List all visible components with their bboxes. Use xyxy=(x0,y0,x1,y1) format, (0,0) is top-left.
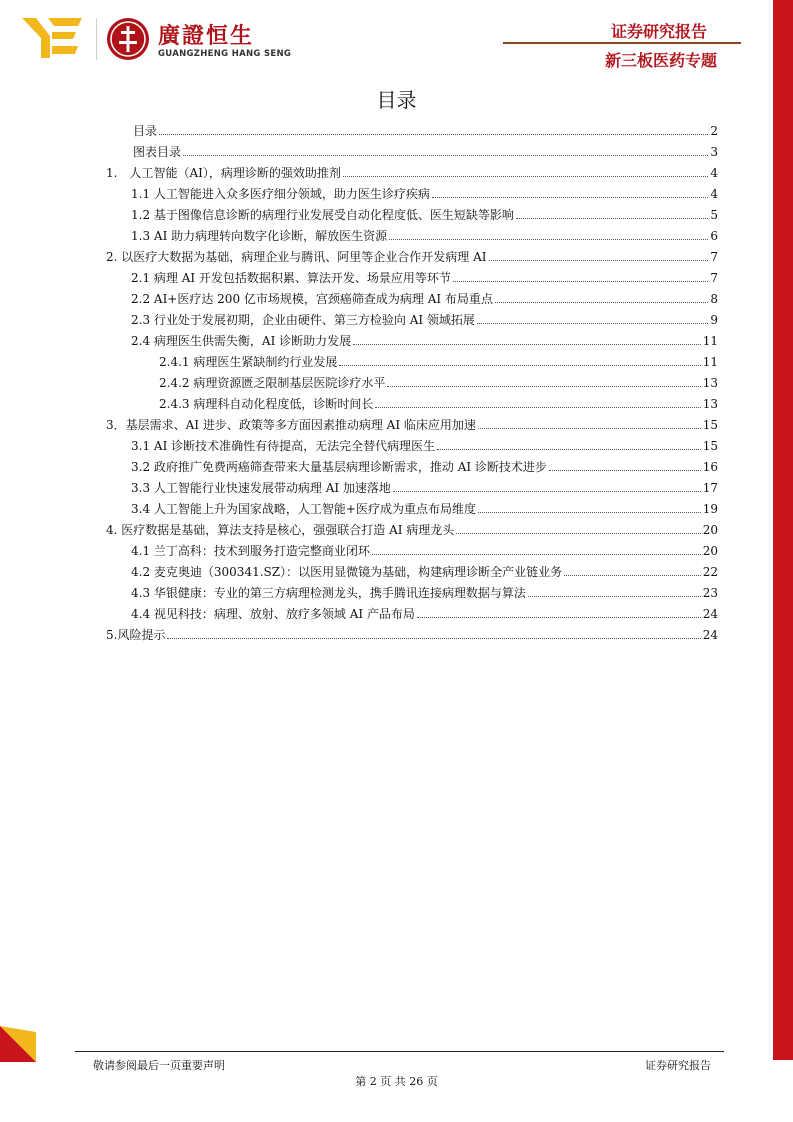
toc-entry-label: 2.4 病理医生供需失衡，AI 诊断助力发展 xyxy=(131,334,352,348)
toc-entry-page: 20 xyxy=(702,544,718,558)
toc-entry[interactable] xyxy=(106,246,718,264)
toc-entry-label: 4.2 麦克奥迪（300341.SZ）：以医用显微镜为基础，构建病理诊断全产业链业务 xyxy=(131,565,563,579)
toc-entry-page: 4 xyxy=(710,187,718,201)
toc-entry-page: 15 xyxy=(702,418,718,432)
corner-triangle-icon xyxy=(0,1024,40,1064)
toc-entry-label: 5.风险提示 xyxy=(106,628,166,642)
toc-leader-dots xyxy=(432,197,708,198)
toc-entry-label: 2.4.1 病理医生紧缺制约行业发展 xyxy=(159,355,338,369)
brand-name-en: GUANGZHENG HANG SENG xyxy=(158,49,292,59)
toc-entry[interactable] xyxy=(131,330,718,348)
toc-entry[interactable] xyxy=(133,120,718,138)
toc-entry[interactable] xyxy=(106,162,718,180)
toc-entry[interactable] xyxy=(131,309,718,327)
toc-leader-dots xyxy=(375,407,700,408)
toc-leader-dots xyxy=(453,281,708,282)
toc-entry-label: 2.4.3 病理科自动化程度低，诊断时间长 xyxy=(159,397,374,411)
toc-entry[interactable] xyxy=(131,183,718,201)
toc-leader-dots xyxy=(167,638,700,639)
footer-divider xyxy=(75,1051,724,1052)
toc-entry-label: 2.1 病理 AI 开发包括数据积累、算法开发、场景应用等环节 xyxy=(131,271,451,285)
toc-entry[interactable] xyxy=(131,435,718,453)
toc-entry-label: 4.4 视见科技：病理、放射、放疗多领域 AI 产品布局 xyxy=(131,607,415,621)
toc-entry-page: 8 xyxy=(710,292,718,306)
toc-entry[interactable] xyxy=(131,540,718,558)
toc-entry[interactable] xyxy=(131,204,718,222)
toc-entry-label: 3．基层需求、AI 进步、政策等多方面因素推动病理 AI 临床应用加速 xyxy=(106,418,476,432)
toc-entry-label: 图表目录 xyxy=(133,145,182,159)
toc-entry-label: 1. 人工智能（AI），病理诊断的强效助推剂 xyxy=(106,166,341,180)
toc-entry-label: 1.2 基于图像信息诊断的病理行业发展受自动化程度低、医生短缺等影响 xyxy=(131,208,514,222)
toc-leader-dots xyxy=(372,554,701,555)
toc-entry[interactable] xyxy=(106,624,718,642)
toc-entry[interactable] xyxy=(106,414,718,432)
toc-entry-page: 23 xyxy=(702,586,718,600)
toc-entry[interactable] xyxy=(133,141,718,159)
toc-leader-dots xyxy=(495,302,708,303)
toc-leader-dots xyxy=(183,155,708,156)
toc-entry-page: 24 xyxy=(702,628,718,642)
brand-name-cn: 廣證恒生 xyxy=(158,24,255,49)
toc-entry[interactable] xyxy=(131,603,718,621)
toc-leader-dots xyxy=(353,344,701,345)
toc-entry-page: 17 xyxy=(702,481,718,495)
toc-title: 目录 xyxy=(376,88,417,112)
toc-leader-dots xyxy=(478,428,701,429)
toc-entry-label: 3.1 AI 诊断技术准确性有待提高，无法完全替代病理医生 xyxy=(131,439,436,453)
toc-entry[interactable] xyxy=(131,561,718,579)
toc-entry[interactable] xyxy=(131,498,718,516)
toc-entry-page: 5 xyxy=(710,208,718,222)
toc-entry-label: 4. 医疗数据是基础，算法支持是核心，强强联合打造 AI 病理龙头 xyxy=(106,523,455,537)
footer-disclaimer: 敬请参阅最后一页重要声明 xyxy=(93,1059,225,1072)
toc-entry-page: 20 xyxy=(702,523,718,537)
toc-entry-page: 4 xyxy=(710,166,718,180)
toc-entry-label: 3.4 人工智能上升为国家战略，人工智能+医疗成为重点布局维度 xyxy=(131,502,476,516)
toc-entry[interactable] xyxy=(131,582,718,600)
toc-entry[interactable] xyxy=(131,288,718,306)
toc-leader-dots xyxy=(489,260,709,261)
toc-entry-label: 1.3 AI 助力病理转向数字化诊断，解放医生资源 xyxy=(131,229,388,243)
toc-entry-page: 16 xyxy=(702,460,718,474)
toc-leader-dots xyxy=(437,449,701,450)
toc-entry-label: 3.3 人工智能行业快速发展带动病理 AI 加速落地 xyxy=(131,481,391,495)
toc-entry-page: 13 xyxy=(702,397,718,411)
report-type-label: 证券研究报告 xyxy=(610,22,707,41)
toc-entry[interactable] xyxy=(159,372,718,390)
toc-entry-label: 2. 以医疗大数据为基础，病理企业与腾讯、阿里等企业合作开发病理 AI xyxy=(106,250,487,264)
toc-entry-page: 11 xyxy=(702,355,718,369)
toc-entry-label: 3.2 政府推广免费两癌筛查带来大量基层病理诊断需求，推动 AI 诊断技术进步 xyxy=(131,460,547,474)
toc-entry-page: 9 xyxy=(710,313,718,327)
toc-entry-page: 19 xyxy=(702,502,718,516)
report-topic-label: 新三板医药专题 xyxy=(604,51,717,70)
toc-entry-label: 1.1 人工智能进入众多医疗细分领域，助力医生诊疗疾病 xyxy=(131,187,430,201)
footer-report-type: 证券研究报告 xyxy=(645,1059,711,1072)
toc-entry-page: 7 xyxy=(710,250,718,264)
toc-entry-label: 2.4.2 病理资源匮乏限制基层医院诊疗水平 xyxy=(159,376,386,390)
toc-leader-dots xyxy=(387,386,700,387)
toc-leader-dots xyxy=(159,134,708,135)
toc-entry[interactable] xyxy=(131,456,718,474)
toc-entry-label: 4.1 兰丁高科：技术到服务打造完整商业闭环 xyxy=(131,544,370,558)
toc-leader-dots xyxy=(516,218,708,219)
toc-entry-label: 2.2 AI+医疗达 200 亿市场规模，宫颈癌筛查成为病理 AI 布局重点 xyxy=(131,292,493,306)
toc-leader-dots xyxy=(389,239,708,240)
toc-entry-page: 6 xyxy=(710,229,718,243)
toc-entry[interactable] xyxy=(159,393,718,411)
toc-leader-dots xyxy=(393,491,701,492)
toc-entry-page: 2 xyxy=(710,124,718,138)
toc-entry-page: 15 xyxy=(702,439,718,453)
page-number: 第 2 页 共 26 页 xyxy=(355,1075,438,1088)
toc-entry-page: 24 xyxy=(702,607,718,621)
toc-entry[interactable] xyxy=(106,519,718,537)
toc-entry-label: 2.3 行业处于发展初期，企业由硬件、第三方检验向 AI 领域拓展 xyxy=(131,313,475,327)
toc-entry-page: 13 xyxy=(702,376,718,390)
toc-entry-page: 11 xyxy=(702,334,718,348)
toc-leader-dots xyxy=(478,512,701,513)
toc-entry-page: 7 xyxy=(710,271,718,285)
toc-entry[interactable] xyxy=(159,351,718,369)
toc-entry[interactable] xyxy=(131,225,718,243)
toc-leader-dots xyxy=(456,533,700,534)
toc-leader-dots xyxy=(339,365,700,366)
toc-leader-dots xyxy=(343,176,709,177)
toc-entry-page: 22 xyxy=(702,565,718,579)
toc-leader-dots xyxy=(528,596,701,597)
toc-leader-dots xyxy=(549,470,701,471)
toc-leader-dots xyxy=(477,323,708,324)
toc-entry[interactable] xyxy=(131,267,718,285)
toc-entry-page: 3 xyxy=(710,145,718,159)
toc-entry[interactable] xyxy=(131,477,718,495)
toc-leader-dots xyxy=(564,575,701,576)
toc-leader-dots xyxy=(417,617,701,618)
toc-entry-label: 目录 xyxy=(133,124,158,138)
toc-entry-label: 4.3 华银健康：专业的第三方病理检测龙头，携手腾讯连接病理数据与算法 xyxy=(131,586,526,600)
